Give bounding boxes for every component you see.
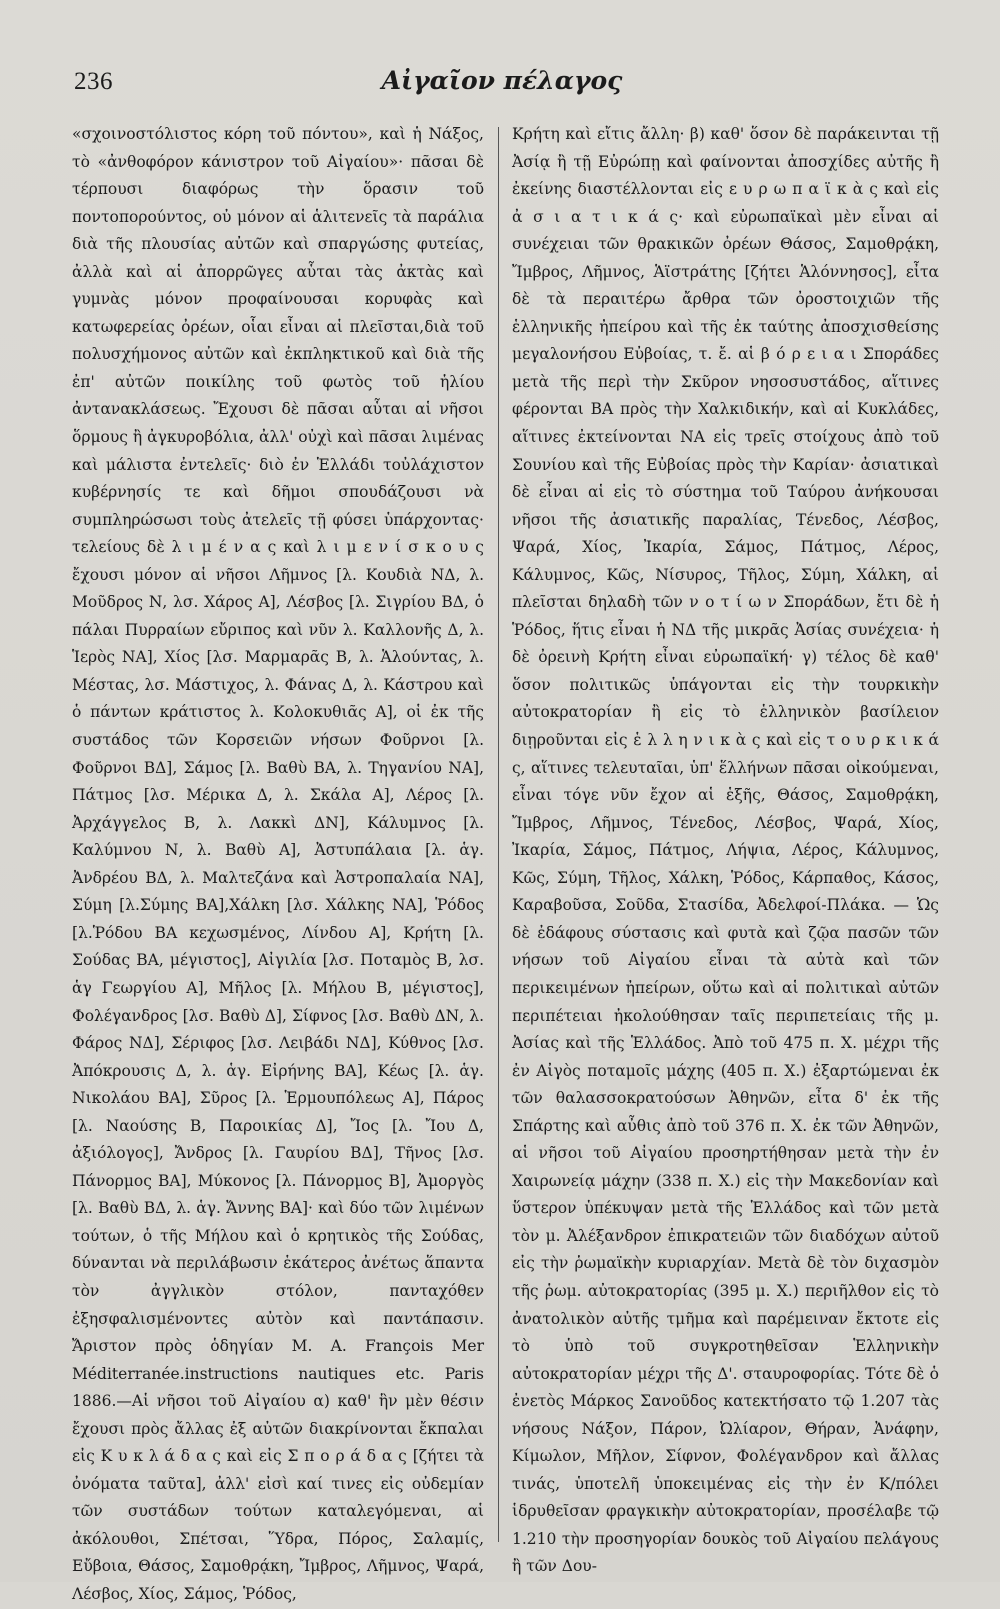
column-divider bbox=[498, 127, 499, 1542]
page-number: 236 bbox=[74, 68, 113, 95]
left-column-text: «σχοινοστόλιστος κόρη τοῦ πόντου», καὶ ἡ Νάξος, τὸ «ἀνθοφόρον κάνιστρον τοῦ Αἰγαίου»· πᾶσαι δὲ τέρπουσι διαφόρως τὴν ὅρασιν τοῦ ποντοπορούντος, οὐ μόνον αἱ ἁλιτενεῖς τὰ παράλια διὰ τῆς πλουσίας αὐτῶν καὶ σπαργώσης φυτείας, ἀλλὰ καὶ αἱ ἀπορρῶγες αὗται τὰς ἀκτὰς καὶ γυμνὰς μόνον προφαίνουσαι κορυφὰς καὶ κατωφερείας ὀρέων, οἷαι εἶναι αἱ πλεῖσται,διὰ τοῦ πολυσχήμονος αὐτῶν καὶ ἐκπληκτικοῦ καὶ διὰ τῆς ἐπ' αὐτῶν ποικίλης τοῦ φωτὸς τοῦ ἡλίου ἀντανακλάσεως. Ἔχουσι δὲ πᾶσαι αὗται αἱ νῆσοι ὅρμους ἢ ἀγκυροβόλια, ἀλλ' οὐχὶ καὶ πᾶσαι λιμένας καὶ μάλιστα ἐντελεῖς· διὸ ἐν Ἑλλάδι τοὐλάχιστον κυβέρνησίς τε καὶ δῆμοι σπουδάζουσι νὰ συμπληρώσωσι τοὺς ἀτελεῖς τῇ φύσει ὑπάρχοντας· τελείους δὲ λ ι μ έ ν α ς καὶ λ ι μ ε ν ί σ κ ο υ ς ἔχουσι μόνον αἱ νῆσοι Λῆμνος [λ. Κουδιὰ ΝΔ, λ. Μοῦδρος Ν, λσ. Χάρος Α], Λέσβος [λ. Σιγρίου ΒΔ, ὁ πάλαι Πυρραίων εὔριπος καὶ νῦν λ. Καλλονῆς Δ, λ. Ἱερὸς ΝΑ], Χίος [λσ. Μαρμαρᾶς Β, λ. Ἁλούντας, λ. Μέστας, λσ. Μάστιχος, λ. Φάνας Δ, λ. Κάστρου καὶ ὁ πάντων κράτιστος λ. Κολοκυθιᾶς Α], οἱ ἐκ τῆς συστάδος τῶν Κορσειῶν νήσων Φοῦρνοι [λ. Φοῦρνοι ΒΔ], Σάμος [λ. Βαθὺ ΒΑ, λ. Τηγανίου ΝΑ], Πάτμος [λσ. Μέρικα Δ, λ. Σκάλα Α], Λέρος [λ. Ἀρχάγγελος Β, λ. Λακκὶ ΔΝ], Κάλυμνος [λ. Καλύμνου Ν, λ. Βαθὺ Α], Ἀστυπάλαια [λ. ἁγ. Ἀνδρέου ΒΔ, λ. Μαλτεζάνα καὶ Ἀστροπαλαία ΝΑ], Σύμη [λ.Σύμης ΒΑ],Χάλκη [λσ. Χάλκης ΝΑ], Ῥόδος [λ.Ῥόδου ΒΑ κεχωσμένος, Λίνδου Α], Κρήτη [λ. Σούδας ΒΑ, μέγιστος], Αἰγιλία [λσ. Ποταμὸς Β, λσ. ἁγ Γεωργίου Α], Μῆλος [λ. Μήλου Β, μέγιστος], Φολέγανδρος [λσ. Βαθὺ Δ], Σίφνος [λσ. Βαθὺ ΔΝ, λ. Φάρος ΝΔ], Σέριφος [λσ. Λειβάδι ΝΔ], Κύθνος [λσ. Ἀπόκρουσις Δ, λ. ἁγ. Εἰρήνης ΒΑ], Κέως [λ. ἁγ. Νικολάου ΒΑ], Σῦρος [λ. Ἑρμουπόλεως Α], Πάρος [λ. Ναούσης Β, Παροικίας Δ], Ἴος [λ. Ἴου Δ, ἀξιόλογος], Ἄνδρος [λ. Γαυρίου ΒΔ], Τῆνος [λσ. Πάνορμος ΒΑ], Μύκονος [λ. Πάνορμος Β], Ἀμοργὸς [λ. Βαθὺ ΒΔ, λ. ἁγ. Ἄννης ΒΑ]· καὶ δύο τῶν λιμένων τούτων, ὁ τῆς Μήλου καὶ ὁ κρητικὸς τῆς Σούδας, δύνανται νὰ περιλάβωσιν ἑκάτερος ἀνέτως ἅπαντα τὸν ἀγγλικὸν στόλον, πανταχόθεν ἐξησφαλισμένοντες αὐτὸν καὶ παντάπασιν. Ἄριστον πρὸς ὁδηγίαν Μ. Α. François Mer Méditerranée.instructions nautiques etc. Paris 1886.—Αἱ νῆσοι τοῦ Αἰγαίου α) καθ' ἣν μὲν θέσιν ἔχουσι πρὸς ἄλλας ἐξ αὐτῶν διακρίνονται ἔκπαλαι εἰς Κ υ κ λ ά δ α ς καὶ εἰς Σ π ο ρ ά δ α ς [ζήτει τὰ ὀνόματα ταῦτα], ἀλλ' εἰσὶ καί τινες εἰς οὐδεμίαν τῶν συστάδων τούτων καταλεγόμεναι, αἱ ἀκόλουθοι, Σπέτσαι, Ὕδρα, Πόρος, Σαλαμίς, Εὔβοια, Θάσος, Σαμοθρᾴκη, Ἴμβρος, Λῆμνος, Ψαρά, Λέσβος, Χίος, Σάμος, Ῥόδος, bbox=[72, 125, 484, 1603]
text-columns bbox=[72, 121, 940, 1603]
page-header bbox=[74, 68, 930, 108]
running-title: Αἰγαῖον πέλαγος bbox=[381, 66, 623, 95]
left-column bbox=[72, 121, 484, 1609]
right-column-text: Κρήτη καὶ εἴτις ἄλλη· β) καθ' ὅσον δὲ παράκεινται τῇ Ἀσίᾳ ἢ τῇ Εὐρώπῃ καὶ φαίνονται ἀποσχίδες αὐτῆς ἢ ἐκείνης διαστέλλονται εἰς ε υ ρ ω π α ϊ κ ὰ ς καὶ εἰς ἀ σ ι α τ ι κ ά ς· καὶ εὐρωπαϊκαὶ μὲν εἶναι αἱ συνέχειαι τῶν θρακικῶν ὀρέων Θάσος, Σαμοθρᾴκη, Ἴμβρος, Λῆμνος, Ἁϊστράτης [ζήτει Ἁλόννησος], εἶτα δὲ τὰ περαιτέρω ἄρθρα τῶν ὀροστοιχιῶν τῆς ἑλληνικῆς ἠπείρου καὶ τῆς ἐκ ταύτης ἀποσχισθείσης μεγαλονήσου Εὐβοίας, τ. ἔ. αἱ β ό ρ ε ι α ι Σποράδες μετὰ τῆς περὶ τὴν Σκῦρον νησοσυστάδος, αἵτινες φέρονται ΒΑ πρὸς τὴν Χαλκιδικήν, καὶ αἱ Κυκλάδες, αἵτινες ἐκτείνονται ΝΑ εἰς τρεῖς στοίχους ἀπὸ τοῦ Σουνίου καὶ τῆς Εὐβοίας πρὸς τὴν Καρίαν· ἀσιατικαὶ δὲ εἶναι αἱ εἰς τὸ σύστημα τοῦ Ταύρου ἀνήκουσαι νῆσοι τῆς ἀσιατικῆς παραλίας, Τένεδος, Λέσβος, Ψαρά, Χίος, Ἰκαρία, Σάμος, Πάτμος, Λέρος, Κάλυμνος, Κῶς, Νίσυρος, Τῆλος, Σύμη, Χάλκη, αἱ πλεῖσται δηλαδὴ τῶν ν ο τ ί ω ν Σποράδων, ἔτι δὲ ἡ Ῥόδος, ἥτις εἶναι ἡ ΝΔ τῆς μικρᾶς Ἀσίας συνέχεια· ἡ δὲ ὀρεινὴ Κρήτη εἶναι εὐρωπαϊκή· γ) τέλος δὲ καθ' ὅσον πολιτικῶς ὑπάγονται εἰς τὴν τουρκικὴν αὐτοκρατορίαν ἢ εἰς τὸ ἑλληνικὸν βασίλειον διῃροῦνται εἰς ἑ λ λ η ν ι κ ὰ ς καὶ εἰς τ ο υ ρ κ ι κ ά ς, αἵτινες τελευταῖαι, ὑπ' ἕλλήνων πᾶσαι οἰκούμεναι, εἶναι τόγε νῦν ἔχον αἱ ἑξῆς, Θάσος, Σαμοθρᾴκη, Ἴμβρος, Λῆμνος, Τένεδος, Λέσβος, Ψαρά, Χίος, Ἰκαρία, Σάμος, Πάτμος, Λήψια, Λέρος, Κάλυμνος, Κῶς, Σύμη, Τῆλος, Χάλκη, Ῥόδος, Κάρπαθος, Κάσος, Καραβοῦσα, Σοῦδα, Στασίδα, Ἀδελφοί-Πλάκα. — Ὡς δὲ ἐδάφους σύστασις καὶ φυτὰ καὶ ζῷα πασῶν τῶν νήσων τοῦ Αἰγαίου εἶναι τὰ αὐτὰ καὶ τῶν περικειμένων ἠπείρων, οὕτω καὶ αἱ πολιτικαὶ αὐτῶν περιπέτειαι ἠκολούθησαν ταῖς περιπετείαις τῆς μ. Ἀσίας καὶ τῆς Ἑλλάδος. Ἀπὸ τοῦ 475 π. Χ. μέχρι τῆς ἐν Αἰγὸς ποταμοῖς μάχης (405 π. Χ.) ἐξαρτώμεναι ἐκ τῶν θαλασσοκρατούσων Ἀθηνῶν, εἶτα δ' ἐκ τῆς Σπάρτης καὶ αὖθις ἀπὸ τοῦ 376 π. Χ. ἐκ τῶν Ἀθηνῶν, αἱ νῆσοι τοῦ Αἰγαίου προσηρτήθησαν μετὰ τὴν ἐν Χαιρωνείᾳ μάχην (338 π. Χ.) εἰς τὴν Μακεδονίαν καὶ ὕστερον ὑπέκυψαν μετὰ τῆς Ἑλλάδος καὶ τῶν μετὰ τὸν μ. Ἀλέξανδρον ἐπικρατειῶν τῶν διαδόχων αὐτοῦ εἰς τὴν ῥωμαϊκὴν κυριαρχίαν. Μετὰ δὲ τὸν διχασμὸν τῆς ῥωμ. αὐτοκρατορίας (395 μ. Χ.) περιῆλθον εἰς τὸ ἀνατολικὸν αὐτῆς τμῆμα καὶ παρέμειναν ἔκτοτε εἰς τὸ ὑπὸ τοῦ συγκροτηθεῖσαν Ἑλληνικὴν αὐτοκρατορίαν μέχρι τῆς Δ'. σταυροφορίας. Τότε δὲ ὁ ἐνετὸς Μάρκος Σανοῦδος κατεκτήσατο τῷ 1.207 τὰς νήσους Νάξον, Πάρον, Ὠλίαρον, Θήραν, Ἀνάφην, Κίμωλον, Μῆλον, Σίφνον, Φολέγανδρον καὶ ἄλλας τινάς, ὑποτελῆ ὑποκειμένας εἰς τὴν ἐν Κ/πόλει ἱδρυθεῖσαν φραγκικὴν αὐτοκρατορίαν, προσέλαβε τῷ 1.210 τὴν προσηγορίαν δουκὸς τοῦ Αἰγαίου πελάγους ἢ τῶν Δου- bbox=[512, 125, 939, 1576]
right-column bbox=[512, 121, 939, 1581]
